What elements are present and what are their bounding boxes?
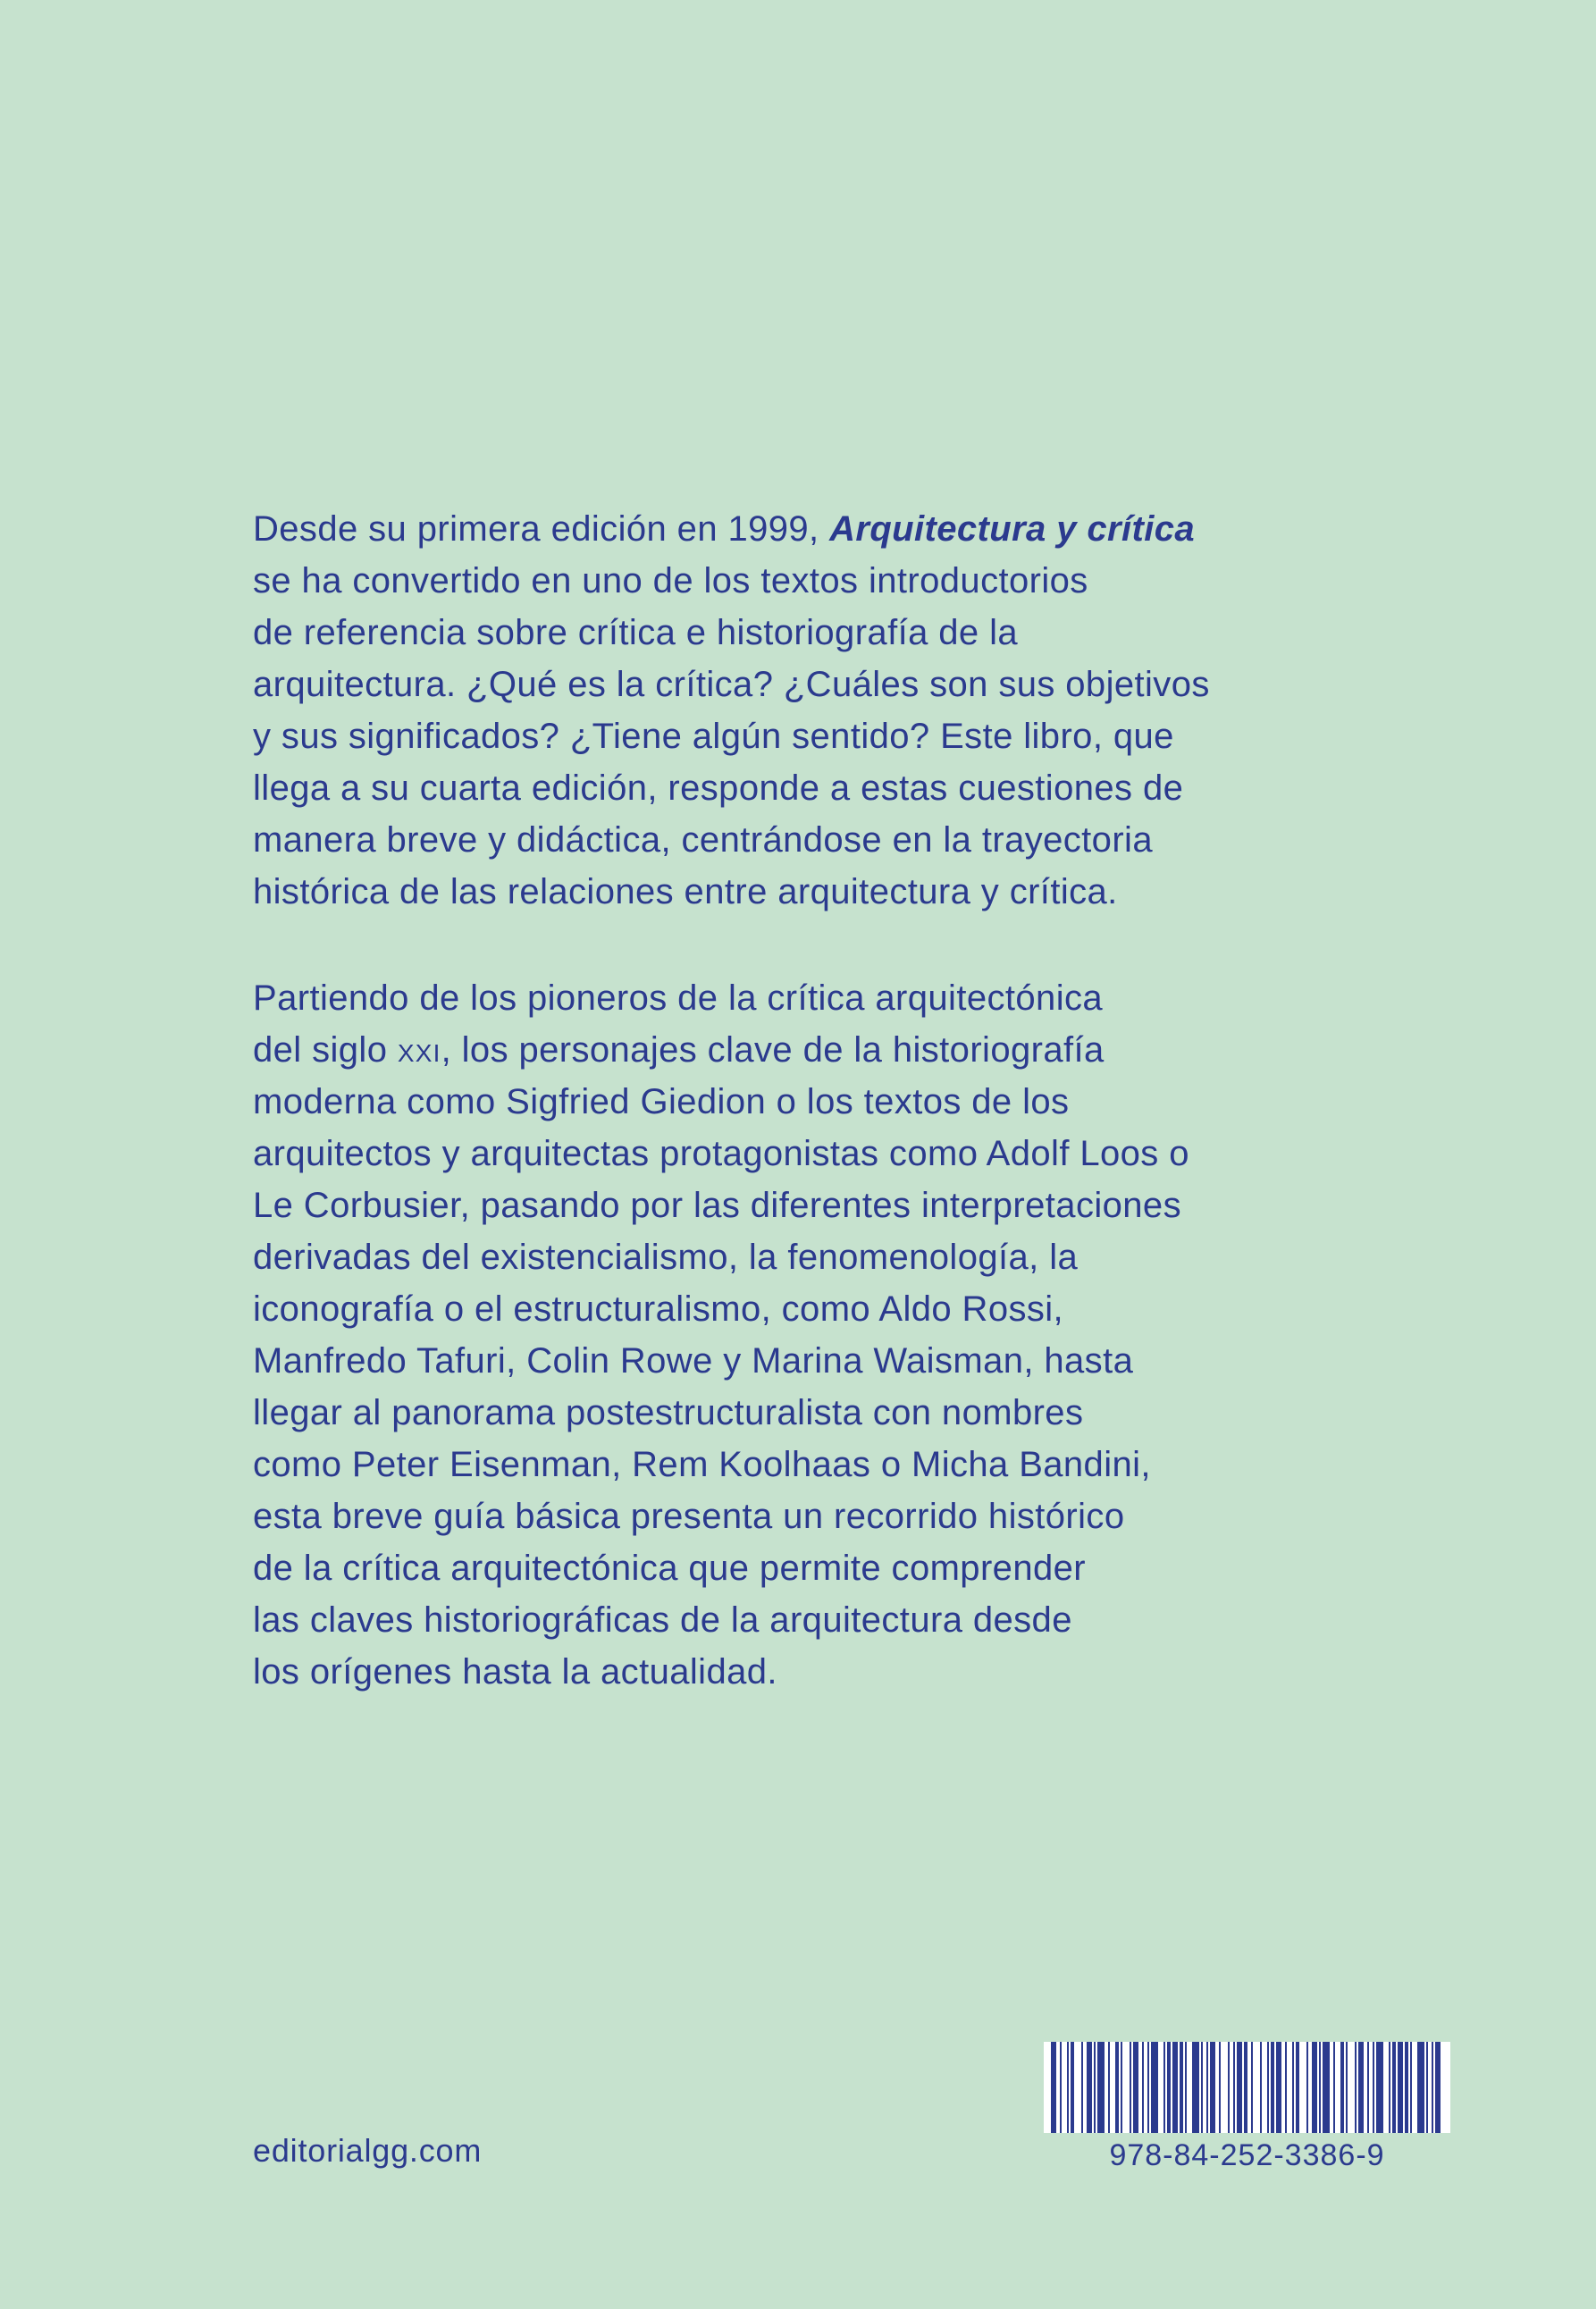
- paragraph-2-line: arquitectos y arquitectas protagonistas como Adolf Loos o: [253, 1134, 1189, 1173]
- paragraph-2-line-2-suffix: , los personajes clave de la historiografía: [441, 1030, 1105, 1070]
- barcode-bar: [1340, 2042, 1344, 2133]
- barcode-bar: [1389, 2042, 1390, 2133]
- barcode-bar: [1376, 2042, 1383, 2133]
- paragraph-2-line: moderna como Sigfried Giedion o los textos de los: [253, 1082, 1070, 1121]
- isbn-number: 978-84-252-3386-9: [1109, 2138, 1385, 2172]
- barcode-bar: [1172, 2042, 1178, 2133]
- paragraph-2-line: llegar al panorama postestructuralista con nombres: [253, 1393, 1084, 1432]
- barcode-bar: [1206, 2042, 1208, 2133]
- paragraph-2-line-2-prefix: del siglo: [253, 1030, 398, 1070]
- barcode-bar: [1147, 2042, 1149, 2133]
- barcode-bar: [1435, 2042, 1441, 2133]
- barcode-bar: [1358, 2042, 1364, 2133]
- description-paragraph-2: [253, 972, 1325, 1698]
- barcode-bar: [1167, 2042, 1171, 2133]
- paragraph-1-line: se ha convertido en uno de los textos introductorios: [253, 561, 1088, 600]
- barcode-bar: [1244, 2042, 1247, 2133]
- barcode-bar: [1285, 2042, 1287, 2133]
- barcode-bar: [1312, 2042, 1317, 2133]
- barcode-bar: [1121, 2042, 1122, 2133]
- barcode-bar: [1276, 2042, 1281, 2133]
- barcode-bar: [1346, 2042, 1348, 2133]
- paragraph-1-line: y sus significados? ¿Tiene algún sentido? Este libro, que: [253, 717, 1174, 756]
- barcode-bar: [1333, 2042, 1335, 2133]
- barcode-bar: [1373, 2042, 1374, 2133]
- barcode-bar: [1237, 2042, 1242, 2133]
- paragraph-1-line-1: [253, 503, 1325, 555]
- paragraph-2-line: los orígenes hasta la actualidad.: [253, 1652, 777, 1692]
- paragraph-2-line: las claves historiográficas de la arquitectura desde: [253, 1600, 1072, 1640]
- barcode-bar: [1319, 2042, 1321, 2133]
- barcode-bar: [1410, 2042, 1412, 2133]
- barcode-bar: [1087, 2042, 1092, 2133]
- barcode-bar: [1142, 2042, 1144, 2133]
- barcode-bar: [1108, 2042, 1110, 2133]
- barcode-bar: [1067, 2042, 1069, 2133]
- paragraph-1-line: llega a su cuarta edición, responde a estas cuestiones de: [253, 768, 1184, 808]
- paragraph-1-line-1-prefix: Desde su primera edición en 1999,: [253, 509, 830, 549]
- barcode-icon: [1044, 2042, 1450, 2133]
- barcode-bar: [1367, 2042, 1369, 2133]
- barcode-bar: [1292, 2042, 1294, 2133]
- paragraph-2-line: Partiendo de los pioneros de la crítica arquitectónica: [253, 978, 1104, 1018]
- barcode-bar: [1398, 2042, 1403, 2133]
- paragraph-1-line: histórica de las relaciones entre arquitectura y crítica.: [253, 872, 1118, 911]
- barcode-bar: [1417, 2042, 1424, 2133]
- barcode-bar: [1306, 2042, 1308, 2133]
- paragraph-1-line: manera breve y didáctica, centrándose en la trayectoria: [253, 820, 1153, 860]
- barcode-bar: [1071, 2042, 1074, 2133]
- barcode-bar: [1210, 2042, 1215, 2133]
- barcode-bar: [1097, 2042, 1105, 2133]
- barcode-bar: [1094, 2042, 1096, 2133]
- barcode-bar: [1133, 2042, 1138, 2133]
- barcode-bar: [1130, 2042, 1131, 2133]
- barcode-bar: [1251, 2042, 1253, 2133]
- barcode-bar: [1271, 2042, 1274, 2133]
- paragraph-2-line: como Peter Eisenman, Rem Koolhaas o Micha Bandini,: [253, 1445, 1151, 1484]
- barcode-bar: [1355, 2042, 1357, 2133]
- paragraph-2-line: de la crítica arquitectónica que permite comprender: [253, 1549, 1086, 1588]
- barcode-bar: [1180, 2042, 1183, 2133]
- description-paragraph-1: [253, 503, 1325, 918]
- barcode-bar: [1060, 2042, 1062, 2133]
- barcode-bar: [1219, 2042, 1221, 2133]
- barcode-bar: [1260, 2042, 1262, 2133]
- publisher-website: editorialgg.com: [253, 2132, 483, 2169]
- barcode-bar: [1051, 2042, 1056, 2133]
- paragraph-2-line: iconografía o el estructuralismo, como Aldo Rossi,: [253, 1289, 1064, 1329]
- barcode-bar: [1081, 2042, 1083, 2133]
- barcode-bar: [1296, 2042, 1299, 2133]
- barcode-bar: [1151, 2042, 1158, 2133]
- barcode-bar: [1115, 2042, 1119, 2133]
- barcode-bar: [1185, 2042, 1187, 2133]
- barcode-bar: [1192, 2042, 1199, 2133]
- barcode-bar: [1426, 2042, 1428, 2133]
- barcode-bar: [1201, 2042, 1203, 2133]
- barcode-bar: [1323, 2042, 1330, 2133]
- barcode-bar: [1405, 2042, 1408, 2133]
- paragraph-1-line: de referencia sobre crítica e historiografía de la: [253, 613, 1018, 652]
- paragraph-2-line: derivadas del existencialismo, la fenomenología, la: [253, 1238, 1079, 1277]
- barcode-bar: [1432, 2042, 1433, 2133]
- paragraph-2-line: esta breve guía básica presenta un recorrido histórico: [253, 1497, 1125, 1536]
- paragraph-2-line-2: [253, 1024, 1325, 1076]
- paragraph-2-line: Manfredo Tafuri, Colin Rowe y Marina Waisman, hasta: [253, 1341, 1134, 1381]
- barcode-bar: [1233, 2042, 1235, 2133]
- paragraph-2-line: Le Corbusier, pasando por las diferentes interpretaciones: [253, 1186, 1181, 1225]
- book-title: Arquitectura y crítica: [829, 509, 1196, 549]
- barcode-bar: [1267, 2042, 1269, 2133]
- paragraph-1-line: arquitectura. ¿Qué es la crítica? ¿Cuáles son sus objetivos: [253, 665, 1210, 704]
- century-numeral: xxi: [397, 1030, 441, 1070]
- barcode-bar: [1163, 2042, 1165, 2133]
- barcode-bar: [1228, 2042, 1230, 2133]
- barcode: [1044, 2042, 1450, 2133]
- barcode-bar: [1392, 2042, 1396, 2133]
